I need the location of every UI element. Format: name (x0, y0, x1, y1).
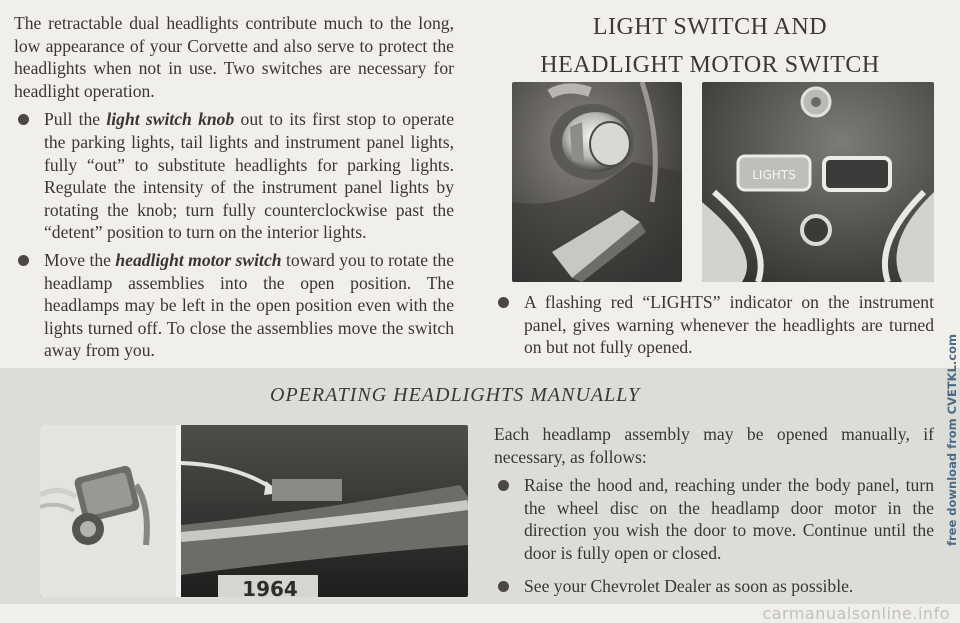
manual-step-1-text: Raise the hood and, reaching under the body panel, turn the wheel disc on the headlamp door motor in the direction you wish the door to move. Continue until the door is fully open or closed. (524, 475, 934, 563)
manual-step-2 (494, 575, 934, 598)
headlamp-motor-photo (40, 425, 468, 597)
lights-indicator-label: LIGHTS (752, 168, 796, 182)
manual-step-2-text: See your Chevrolet Dealer as soon as possible. (524, 575, 854, 596)
bullet-text-before: Pull the (44, 109, 107, 130)
motor-switch-bullet (14, 249, 454, 362)
bullet-icon (18, 114, 29, 125)
manual-section-title: OPERATING HEADLIGHTS MANUALLY (270, 384, 641, 406)
title-line-2: HEADLIGHT MOTOR SWITCH (540, 52, 880, 78)
switch-instructions (14, 108, 454, 362)
bottom-watermark: carmanualsonline.info (762, 604, 950, 623)
bullet-text-after: out to its first stop to operate the parking lights, tail lights and instrument panel lights, fully “out” to substitute headlights for parking lights. Regulate the intensity of the instrument panel lights by rotating the knob; turn fully counterclockwise past the “detent” position to turn on the interior lights. (44, 109, 455, 243)
motor-switch-photo (702, 82, 934, 282)
bullet-text-before: Move the (44, 249, 116, 270)
title-line-1: LIGHT SWITCH AND (592, 14, 828, 40)
manual-step-1 (494, 474, 934, 564)
bullet-icon (498, 480, 509, 491)
license-plate-text: 1964 (242, 577, 298, 597)
bullet-icon (498, 581, 509, 592)
manual-intro: Each headlamp assembly may be opened manually, if necessary, as follows: (494, 424, 934, 467)
light-switch-photo (512, 82, 682, 282)
light-switch-knob-term: light switch knob (106, 109, 235, 130)
lights-indicator-caption (494, 291, 934, 359)
caption-text: A flashing red “LIGHTS” indicator on the instrument panel, gives warning whenever the headlights are turned on but not fully opened. (524, 292, 934, 358)
side-watermark (944, 290, 960, 590)
bullet-icon (498, 297, 509, 308)
bullet-icon (18, 255, 29, 266)
bullet-text-after: toward you to rotate the headlamp assemblies into the open position. The headlamps may be left in the open position even with the lights turned off. To close the assemblies move the switch away from you. (44, 249, 455, 361)
headlight-motor-switch-term: headlight motor switch (115, 249, 282, 270)
manual-operation-text (494, 423, 934, 607)
switch-section-title (480, 8, 940, 84)
side-watermark-text: free download from CVETKL.com (945, 334, 959, 546)
light-switch-bullet (14, 108, 454, 244)
intro-column (14, 12, 454, 367)
manual-steps (494, 474, 934, 597)
intro-paragraph: The retractable dual headlights contribute much to the long, low appearance of your Corvette and also serve to protect the headlights when not in use. Two switches are necessary for headlight operation. (14, 13, 454, 101)
